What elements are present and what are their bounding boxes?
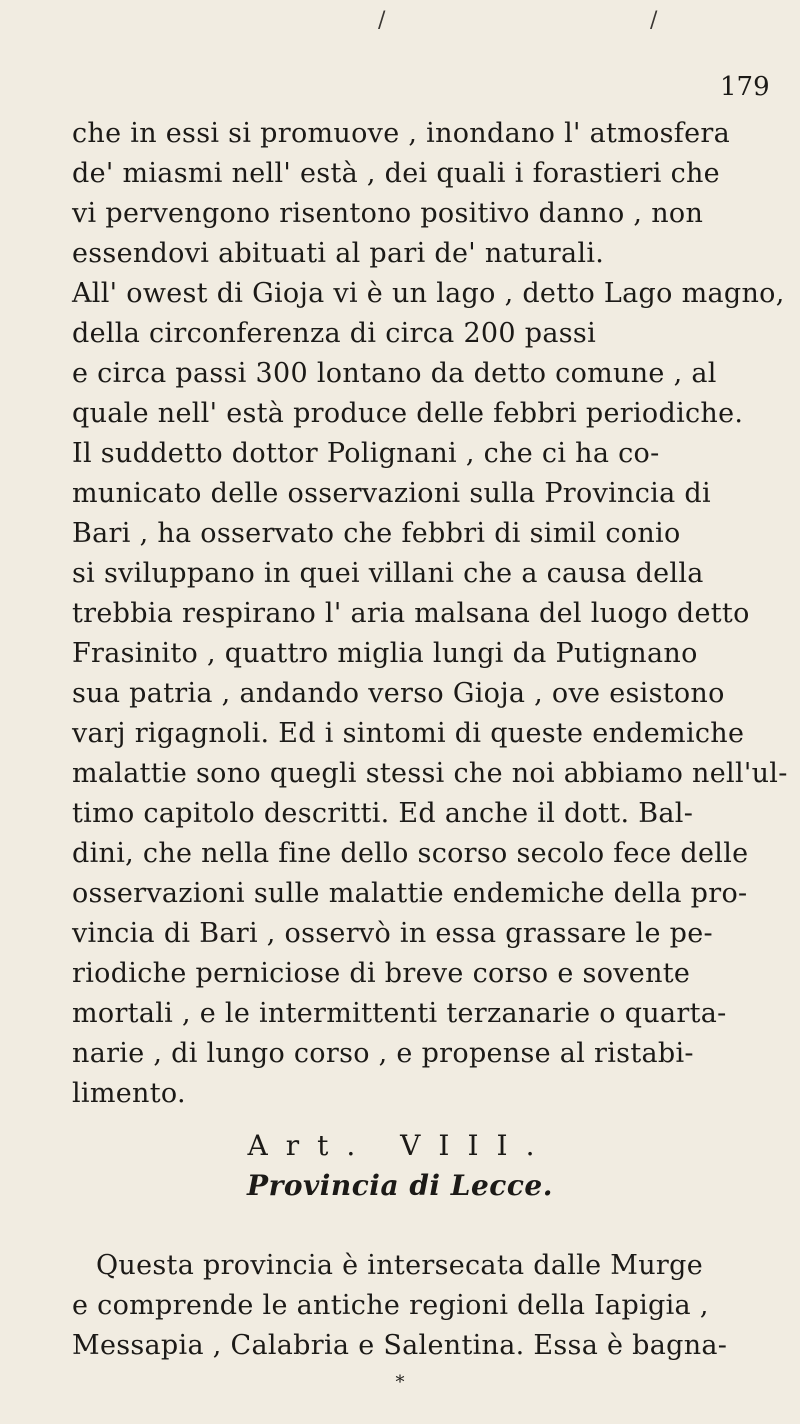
text-line: che in essi si promuove , inondano l' atmosfera — [72, 118, 730, 149]
text-line: Frasinito , quattro miglia lungi da Putignano — [72, 638, 698, 669]
text-line: e circa passi 300 lontano da detto comune , al — [72, 358, 717, 389]
text-line: mortali , e le intermittenti terzanarie o quarta- — [72, 998, 727, 1029]
text-line: e comprende le antiche regioni della Iapigia , — [72, 1290, 709, 1321]
text-line: municato delle osservazioni sulla Provincia di — [72, 478, 711, 509]
top-mark-left: / — [378, 8, 386, 33]
text-line: Bari , ha osservato che febbri di simil conio — [72, 518, 681, 549]
text-line: sua patria , andando verso Gioja , ove esistono — [72, 678, 725, 709]
text-line: quale nell' està produce delle febbri periodiche. — [72, 398, 744, 429]
text-line: osservazioni sulle malattie endemiche della pro- — [72, 878, 748, 909]
page-number: 179 — [720, 72, 770, 102]
text-line: Il suddetto dottor Polignani , che ci ha co- — [72, 438, 660, 469]
top-mark-right: / — [650, 8, 658, 33]
text-line: varj rigagnoli. Ed i sintomi di queste endemiche — [72, 718, 745, 749]
text-line-wrapped — [72, 274, 792, 349]
text-line: essendovi abituati al pari de' naturali. — [72, 238, 605, 269]
text-line: malattie sono quegli stessi che noi abbiamo nell'ul- — [72, 758, 788, 789]
text-line: trebbia respirano l' aria malsana del luogo detto — [72, 598, 750, 629]
text-line: Questa provincia è intersecata dalle Murge — [96, 1250, 703, 1281]
section-label: Art. VIII. — [247, 1129, 553, 1162]
text-line: si sviluppano in quei villani che a causa della — [72, 558, 704, 589]
text-line: timo capitolo descritti. Ed anche il dott. Bal- — [72, 798, 694, 829]
text-line: dini, che nella fine dello scorso secolo fece delle — [72, 838, 749, 869]
text-line: vi pervengono risentono positivo danno , non — [72, 198, 704, 229]
text-line: Messapia , Calabria e Salentina. Essa è bagna- — [72, 1330, 728, 1361]
text-line: de' miasmi nell' està , dei quali i forastieri che — [72, 158, 720, 189]
section-title: Provincia di Lecce. — [247, 1169, 553, 1202]
text-line: vincia di Bari , osservò in essa grassare le pe- — [72, 918, 713, 949]
text-line: limento. — [72, 1078, 186, 1109]
text-line: narie , di lungo corso , e propense al ristabi- — [72, 1038, 694, 1069]
signature-mark: * — [395, 1372, 405, 1393]
text-line: riodiche perniciose di breve corso e sovente — [72, 958, 691, 989]
text-fragment: All' owest di Gioja vi è un lago , detto Lago magno, della circonferenza di circa 200 passi — [72, 278, 785, 349]
